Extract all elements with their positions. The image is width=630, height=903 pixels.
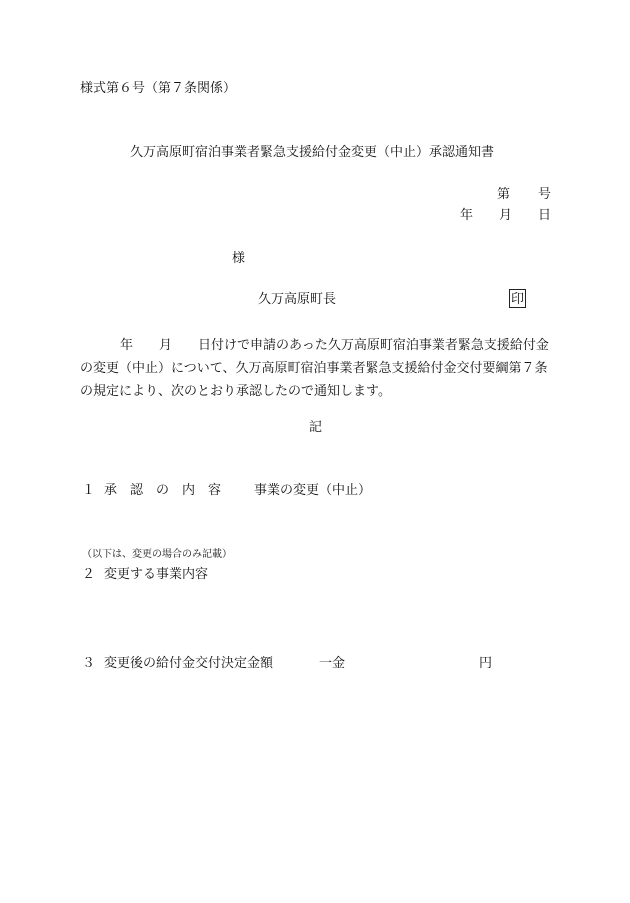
item-1-value: 事業の変更（中止） [254, 483, 372, 498]
item-3-label: 変更後の給付金交付決定金額 [104, 656, 274, 671]
item-2-label: 変更する事業内容 [104, 567, 209, 582]
doc-number-dai: 第 [496, 187, 510, 202]
seal-mark: 印 [509, 289, 526, 308]
item-2-number: ２ [82, 567, 96, 582]
item-1-number: １ [82, 483, 96, 498]
note-change-only: （以下は、変更の場合のみ記載） [82, 549, 232, 560]
body-month: 月 [159, 338, 173, 353]
body-text: 日付けで申請のあった久万高原町宿泊事業者緊急支援給付金の変更（中止）について、久万高原町宿泊事業者緊急支援給付金交付要綱第７条の規定により、次のとおり承認したので通知します。 [80, 338, 549, 399]
item-2 [82, 567, 208, 583]
body-paragraph [80, 334, 550, 403]
doc-number-go: 号 [537, 187, 551, 202]
date-day: 日 [537, 208, 551, 223]
item-3 [82, 656, 273, 672]
ki-heading: 記 [309, 420, 323, 435]
sender-name: 久万高原町長 [258, 292, 337, 307]
addressee-suffix: 様 [232, 251, 246, 266]
item-1 [82, 483, 221, 499]
date-month: 月 [498, 208, 512, 223]
body-year: 年 [120, 338, 134, 353]
document-title: 久万高原町宿泊事業者緊急支援給付金変更（中止）承認通知書 [130, 145, 495, 160]
document-number-line [497, 187, 551, 203]
amount-prefix: 一金 [319, 656, 346, 671]
date-year: 年 [459, 208, 473, 223]
item-3-number: ３ [82, 656, 96, 671]
item-1-label: 承 認 の 内 容 [104, 483, 222, 498]
form-number: 様式第６号（第７条関係） [80, 81, 237, 96]
amount-unit: 円 [479, 656, 493, 671]
document-date-line [460, 208, 551, 224]
